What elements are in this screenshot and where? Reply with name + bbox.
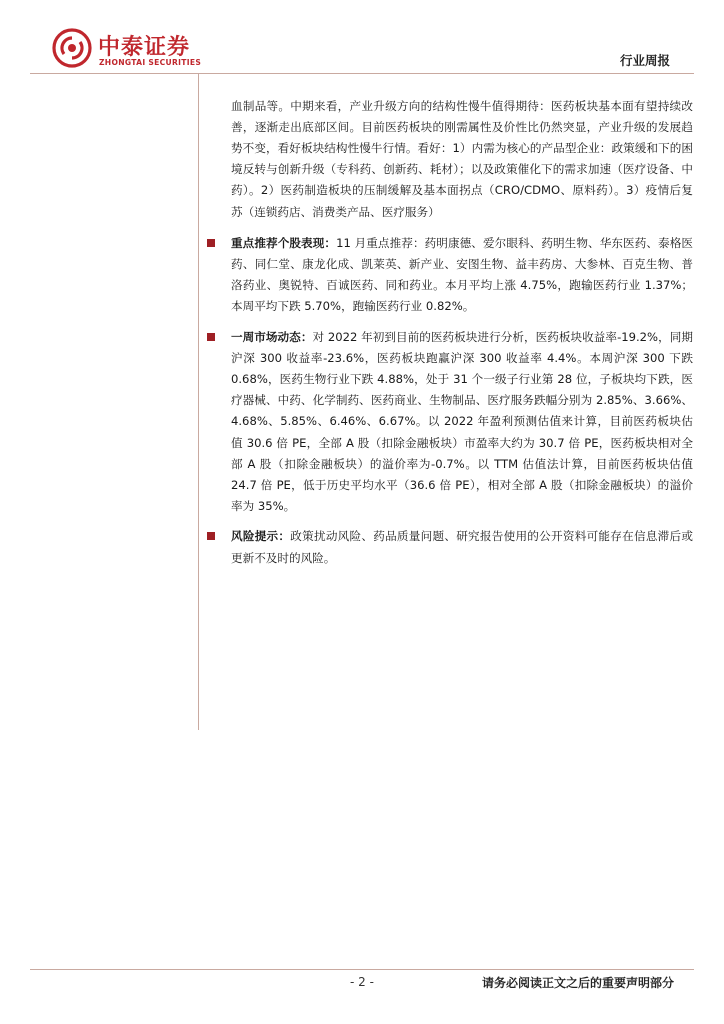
bullet-square-icon [207,333,215,341]
bullet-square-icon [207,239,215,247]
bullet-square-icon [207,532,215,540]
page-header [0,0,724,80]
section-text: 11 月重点推荐：药明康德、爱尔眼科、药明生物、华东医药、泰格医药、同仁堂、康龙化成、凯莱英、新产业、安图生物、益丰药房、大参林、百克生物、普洛药业、奥锐特、百诚医药、同和药业。本月平均上涨 4.75%，跑输医药行业 1.37%；本周平均下跌 5.70%，跑输医药行业 0.82%。 [231,235,693,314]
section-key-stocks [203,233,693,318]
section-heading: 风险提示： [231,529,291,544]
section-market-dynamics [203,327,693,518]
header-divider [30,73,694,74]
company-logo [52,28,222,72]
logo-english-name: ZHONGTAI SECURITIES [99,58,202,67]
zhongtai-logo-icon [52,28,92,68]
report-body [203,84,693,578]
left-margin-rule [198,74,199,730]
section-text: 对 2022 年初到目前的医药板块进行分析，医药板块收益率-19.2%，同期沪深 300 收益率-23.6%，医药板块跑赢沪深 300 收益率 4.4%。本周沪深 300 下跌 0.68%，医药生物行业下跌 4.88%，处于 31 个一级子行业第 28 位，子板块均下跌，医疗器械、中药、化学制药、医药商业、生物制品、医疗服务跌幅分别为 2.85%、3.66%、4.68%、5.85%、6.46%、6.67%。以 2022 年盈利预测估值来计算，目前医药板块估值 30.6 倍 PE，全部 A 股（扣除金融板块）市盈率大约为 30.7 倍 PE，医药板块相对全部 A 股（扣除金融板块）的溢价率为-0.7%。以 TTM 估值法计算，目前医药板块估值 24.7 倍 PE，低于历史平均水平（36.6 倍 PE），相对全部 A 股（扣除金融板块）的溢价率为 35%。 [231,329,693,514]
section-risk-warning [203,526,693,568]
disclaimer-note: 请务必阅读正文之后的重要声明部分 [481,976,674,990]
intro-paragraph: 血制品等。中期来看，产业升级方向的结构性慢牛值得期待：医药板块基本面有望持续改善，逐渐走出底部区间。目前医药板块的刚需属性及价性比仍然突显，产业升级的发展趋势不变，看好板块结构性慢牛行情。看好：1）内需为核心的产品型企业：政策缓和下的困境反转与创新升级（专科药、创新药、耗材）；以及政策催化下的需求加速（医疗设备、中药）。2）医药制造板块的压制缓解及基本面拐点（CRO/CDMO、原料药）。3）疫情后复苏（连锁药店、消费类产品、医疗服务） [231,98,693,219]
section-heading: 重点推荐个股表现： [231,235,337,250]
footer-divider [30,969,694,970]
page-number: - 2 - [350,975,374,989]
logo-chinese-name: 中泰证券 [98,35,191,60]
report-type-label: 行业周报 [619,53,670,68]
section-text: 政策扰动风险、药品质量问题、研究报告使用的公开资料可能存在信息滞后或更新不及时的风险。 [231,529,693,565]
section-heading: 一周市场动态： [231,329,313,344]
